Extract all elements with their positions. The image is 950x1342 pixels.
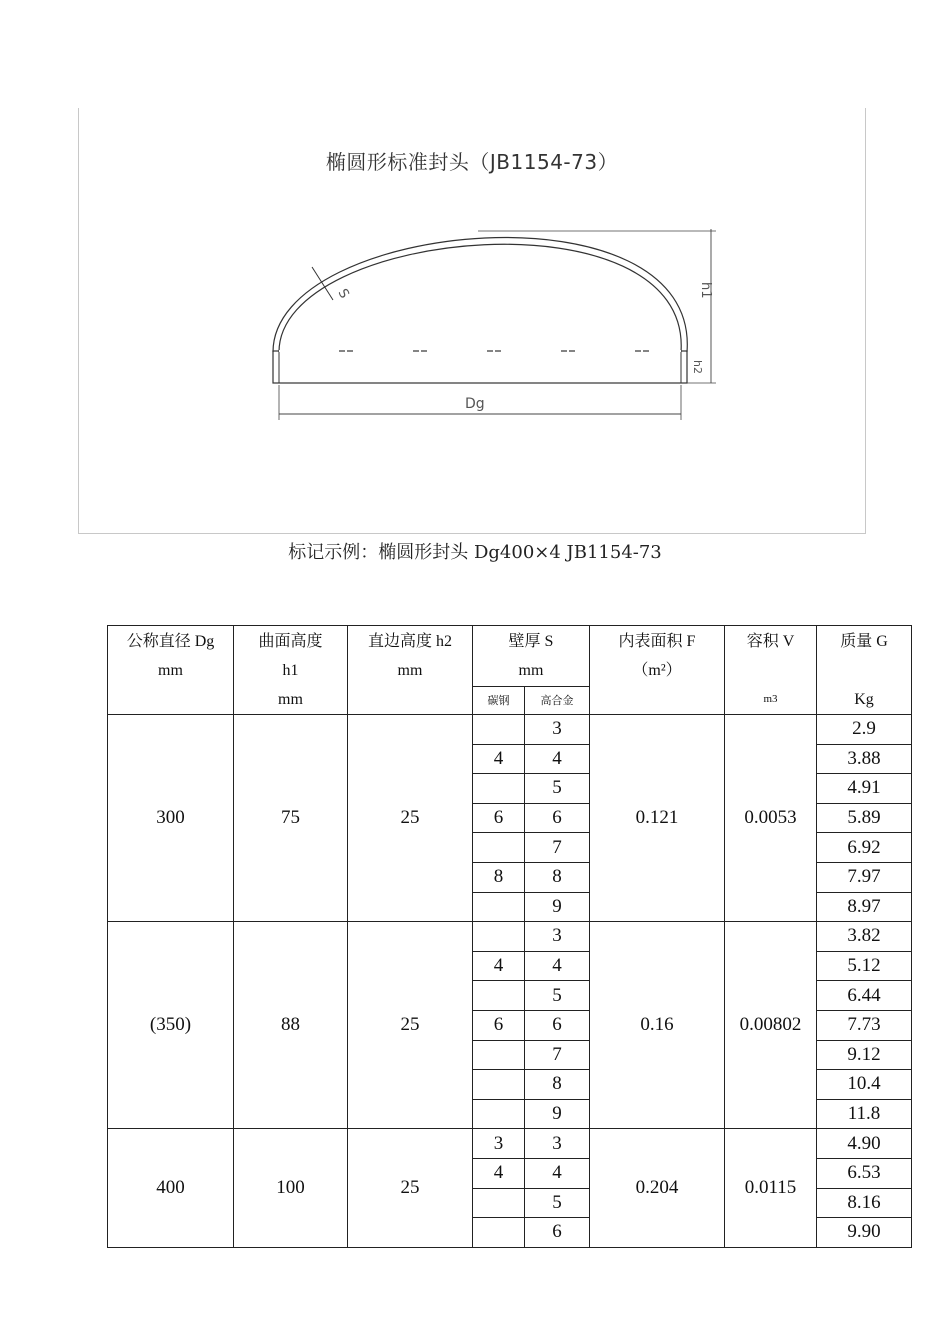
cell-g: 5.12	[817, 951, 912, 981]
cell-s-carbon	[473, 892, 525, 922]
cell-s-carbon	[473, 833, 525, 863]
cell-s-alloy: 3	[525, 1129, 590, 1159]
cell-dg: 400	[108, 1129, 234, 1247]
cell-v: 0.0053	[725, 715, 817, 922]
cell-s-alloy: 5	[525, 1188, 590, 1218]
cell-g: 3.82	[817, 922, 912, 952]
cell-h1: 88	[234, 922, 348, 1129]
cell-s-alloy: 7	[525, 833, 590, 863]
cell-h1: 75	[234, 715, 348, 922]
cell-f: 0.121	[590, 715, 725, 922]
table-row	[108, 715, 912, 745]
h2-label: h2	[691, 360, 704, 374]
cell-dg: 300	[108, 715, 234, 922]
cell-s-alloy: 8	[525, 1070, 590, 1100]
straight-edge-rect	[273, 351, 687, 383]
cell-s-carbon	[473, 1218, 525, 1248]
s-label: S	[334, 286, 352, 302]
cell-s-alloy: 9	[525, 1099, 590, 1129]
cell-g: 4.90	[817, 1129, 912, 1159]
cell-s-alloy: 6	[525, 803, 590, 833]
cell-g: 11.8	[817, 1099, 912, 1129]
header-s: 壁厚 S mm	[473, 626, 590, 687]
cell-f: 0.16	[590, 922, 725, 1129]
table-row	[108, 922, 912, 952]
header-s-alloy: 高合金	[525, 687, 590, 715]
cell-s-alloy: 5	[525, 774, 590, 804]
cell-s-alloy: 7	[525, 1040, 590, 1070]
cell-s-alloy: 4	[525, 744, 590, 774]
dg-label: Dg	[465, 396, 485, 412]
cell-s-alloy: 4	[525, 951, 590, 981]
cell-s-carbon: 8	[473, 862, 525, 892]
cell-h2: 25	[348, 715, 473, 922]
cell-s-alloy: 3	[525, 922, 590, 952]
cell-s-carbon	[473, 715, 525, 745]
cell-s-carbon	[473, 1070, 525, 1100]
cell-s-carbon	[473, 981, 525, 1011]
cell-s-carbon	[473, 1188, 525, 1218]
cell-g: 6.92	[817, 833, 912, 863]
figure-title: 椭圆形标准封头（JB1154-73）	[325, 150, 619, 174]
header-h1: 曲面高度 h1 mm	[234, 626, 348, 715]
cell-g: 7.97	[817, 862, 912, 892]
cell-s-alloy: 6	[525, 1010, 590, 1040]
cell-g: 2.9	[817, 715, 912, 745]
header-h2: 直边高度 h2 mm	[348, 626, 473, 715]
cell-s-alloy: 6	[525, 1218, 590, 1248]
cell-s-carbon	[473, 774, 525, 804]
cell-s-alloy: 5	[525, 981, 590, 1011]
cell-s-alloy: 8	[525, 862, 590, 892]
cell-s-alloy: 3	[525, 715, 590, 745]
cell-h1: 100	[234, 1129, 348, 1247]
cell-g: 8.16	[817, 1188, 912, 1218]
cell-g: 7.73	[817, 1010, 912, 1040]
cell-dg: (350)	[108, 922, 234, 1129]
cell-h2: 25	[348, 1129, 473, 1247]
cell-s-carbon: 6	[473, 803, 525, 833]
cell-g: 9.90	[817, 1218, 912, 1248]
elliptical-head-drawing	[0, 0, 950, 560]
cell-g: 3.88	[817, 744, 912, 774]
cell-s-carbon: 3	[473, 1129, 525, 1159]
cell-g: 10.4	[817, 1070, 912, 1100]
header-f: 内表面积 F （m²）	[590, 626, 725, 715]
spec-table	[107, 625, 912, 1248]
header-s-carbon: 碳钢	[473, 687, 525, 715]
cell-g: 6.53	[817, 1158, 912, 1188]
cell-v: 0.0115	[725, 1129, 817, 1247]
cell-g: 4.91	[817, 774, 912, 804]
header-dg: 公称直径 Dg mm	[108, 626, 234, 715]
table-row	[108, 1129, 912, 1159]
h1-label: h1	[698, 282, 713, 299]
cell-g: 8.97	[817, 892, 912, 922]
cell-f: 0.204	[590, 1129, 725, 1247]
cell-s-carbon	[473, 1040, 525, 1070]
cell-g: 9.12	[817, 1040, 912, 1070]
cell-s-alloy: 4	[525, 1158, 590, 1188]
cell-s-carbon: 6	[473, 1010, 525, 1040]
cell-s-carbon	[473, 922, 525, 952]
cell-s-carbon: 4	[473, 951, 525, 981]
cell-s-carbon: 4	[473, 744, 525, 774]
header-v: 容积 V m3	[725, 626, 817, 715]
cell-g: 5.89	[817, 803, 912, 833]
cell-v: 0.00802	[725, 922, 817, 1129]
cell-h2: 25	[348, 922, 473, 1129]
cell-s-carbon: 4	[473, 1158, 525, 1188]
header-g: 质量 G Kg	[817, 626, 912, 715]
cell-g: 6.44	[817, 981, 912, 1011]
cell-s-alloy: 9	[525, 892, 590, 922]
cell-s-carbon	[473, 1099, 525, 1129]
marking-example: 标记示例：椭圆形封头 Dg400×4 JB1154-73	[288, 542, 662, 563]
